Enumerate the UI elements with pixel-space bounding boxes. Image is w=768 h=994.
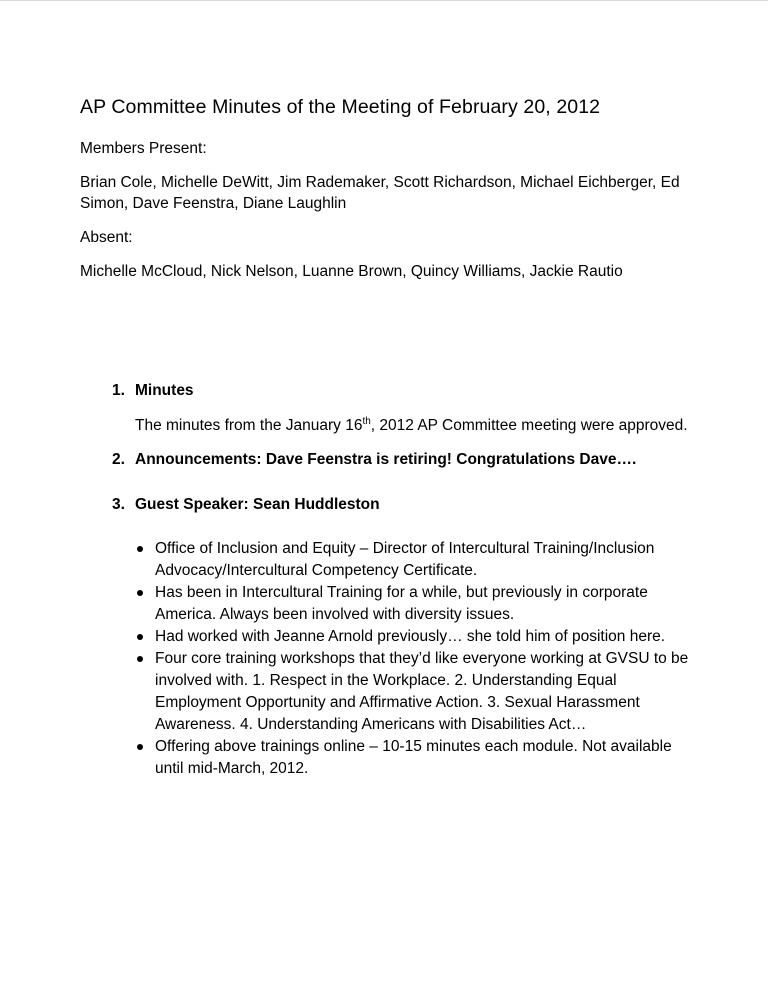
agenda-item-heading: Minutes <box>135 382 194 399</box>
agenda-item-heading: Announcements: Dave Feenstra is retiring! Congratulations Dave…. <box>135 451 637 468</box>
agenda-item-number: 2. <box>112 451 125 468</box>
members-present-list: Brian Cole, Michelle DeWitt, Jim Rademaker, Scott Richardson, Michael Eichberger, Ed Simon, Dave Feenstra, Diane Laughlin <box>80 174 680 212</box>
agenda-item-number: 1. <box>112 382 125 399</box>
document-content <box>80 95 700 792</box>
list-item-text: Office of Inclusion and Equity – Director of Intercultural Training/Inclusion Advocacy/Intercultural Competency Certificate. <box>155 540 655 579</box>
agenda-list <box>80 380 700 780</box>
ordinal-suffix: th <box>362 415 371 427</box>
agenda-item-number: 3. <box>112 496 125 513</box>
list-item <box>135 582 700 626</box>
bullet-icon <box>137 546 143 552</box>
bullet-icon <box>137 744 143 750</box>
list-item <box>135 538 700 582</box>
agenda-item-announcements <box>80 449 700 470</box>
list-item-text: Has been in Intercultural Training for a while, but previously in corporate America. Always been involved with diversity issues. <box>155 584 648 623</box>
list-item <box>135 736 700 780</box>
agenda-item-body <box>135 415 700 437</box>
agenda-item-heading: Guest Speaker: Sean Huddleston <box>135 496 380 513</box>
list-item <box>135 648 700 736</box>
members-present-label: Members Present: <box>80 140 207 157</box>
speaker-notes-list <box>135 538 700 780</box>
bullet-icon <box>137 634 143 640</box>
page-title: AP Committee Minutes of the Meeting of February 20, 2012 <box>80 96 601 118</box>
minutes-text-start: The minutes from the January 16 <box>135 417 363 434</box>
minutes-text-end: , 2012 AP Committee meeting were approved. <box>370 417 688 434</box>
list-item <box>135 626 700 648</box>
blank-space <box>80 295 700 380</box>
agenda-item-guest-speaker <box>80 494 700 780</box>
absent-list: Michelle McCloud, Nick Nelson, Luanne Brown, Quincy Williams, Jackie Rautio <box>80 263 623 280</box>
agenda-item-minutes <box>80 380 700 437</box>
absent-label: Absent: <box>80 229 133 246</box>
list-item-text: Offering above trainings online – 10-15 minutes each module. Not available until mid-March, 2012. <box>155 738 672 777</box>
bullet-icon <box>137 590 143 596</box>
bullet-icon <box>137 656 143 662</box>
list-item-text: Had worked with Jeanne Arnold previously… she told him of position here. <box>155 628 666 645</box>
list-item-text: Four core training workshops that they’d like everyone working at GVSU to be involved with. 1. Respect in the Workplace. 2. Understanding Equal Employment Opportunity and Affirmative Action. 3. Sexual Harassment Awareness. 4. Understanding Americans with Disabilities Act… <box>155 650 689 733</box>
